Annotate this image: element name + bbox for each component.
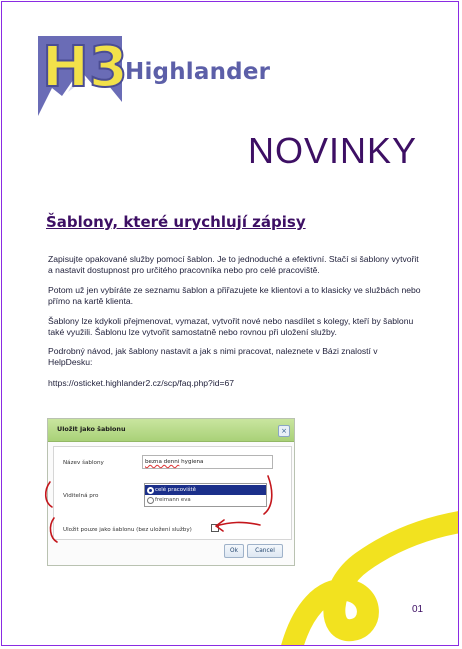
visibility-option-label: freimann eva xyxy=(155,497,191,503)
logo-letters: H3 xyxy=(42,36,128,100)
template-name-label: Název šablony xyxy=(63,460,104,466)
paragraph-4: Podrobný návod, jak šablony nastavit a jak s nimi pracovat, naleznete v Bázi znalostí v HelpDesku: xyxy=(48,346,378,367)
save-template-dialog xyxy=(47,418,295,566)
template-name-value-part1: bezna denni xyxy=(145,459,180,465)
dialog-header xyxy=(48,419,294,442)
paragraph-3: Šablony lze kdykoli přejmenovat, vymazat, vytvořit nové nebo nasdílet s kolegy, kteří by šablonu také využili. Šablonu lze vytvořit samostatně nebo rovnou při uložení služby. xyxy=(48,316,414,337)
save-only-label: Uložit pouze jako šablonu (bez uložení služby) xyxy=(63,527,192,533)
radio-selected-icon xyxy=(147,487,154,494)
save-only-checkbox[interactable] xyxy=(211,524,219,532)
template-name-input[interactable] xyxy=(142,455,273,469)
template-name-value-part2: hygiena xyxy=(179,459,204,465)
page-title: NOVINKY xyxy=(248,130,418,171)
visibility-label: Viditelná pro xyxy=(63,493,99,499)
radio-icon xyxy=(147,497,154,504)
ok-button[interactable]: Ok xyxy=(224,544,244,558)
help-link[interactable]: https://osticket.highlander2.cz/scp/faq.php?id=67 xyxy=(48,378,235,388)
close-icon[interactable]: × xyxy=(278,425,290,437)
dialog-title: Uložit jako šablonu xyxy=(57,425,126,433)
cancel-button[interactable]: Cancel xyxy=(247,544,283,558)
article-title: Šablony, které urychlují zápisy xyxy=(46,213,306,231)
paragraph-2: Potom už jen vybíráte ze seznamu šablon a přiřazujete ke klientovi a to klasicky ve službách nebo přímo na kartě klienta. xyxy=(48,285,421,306)
page-number: 01 xyxy=(412,604,424,615)
visibility-option-workplace[interactable] xyxy=(145,485,266,495)
visibility-option-label: celé pracoviště xyxy=(155,487,196,493)
brand-name: Highlander xyxy=(125,59,271,85)
visibility-option-user[interactable] xyxy=(145,495,266,505)
yellow-swoosh xyxy=(292,522,459,646)
paragraph-1: Zapisujte opakované služby pomocí šablon. Je to jednoduché a efektivní. Stačí si šablony vytvořit a nastavit dostupnost pro určitého pracovníka nebo pro celé pracoviště. xyxy=(48,254,419,275)
dialog-body xyxy=(53,446,292,540)
page-frame xyxy=(1,1,459,646)
visibility-select[interactable] xyxy=(144,483,267,507)
